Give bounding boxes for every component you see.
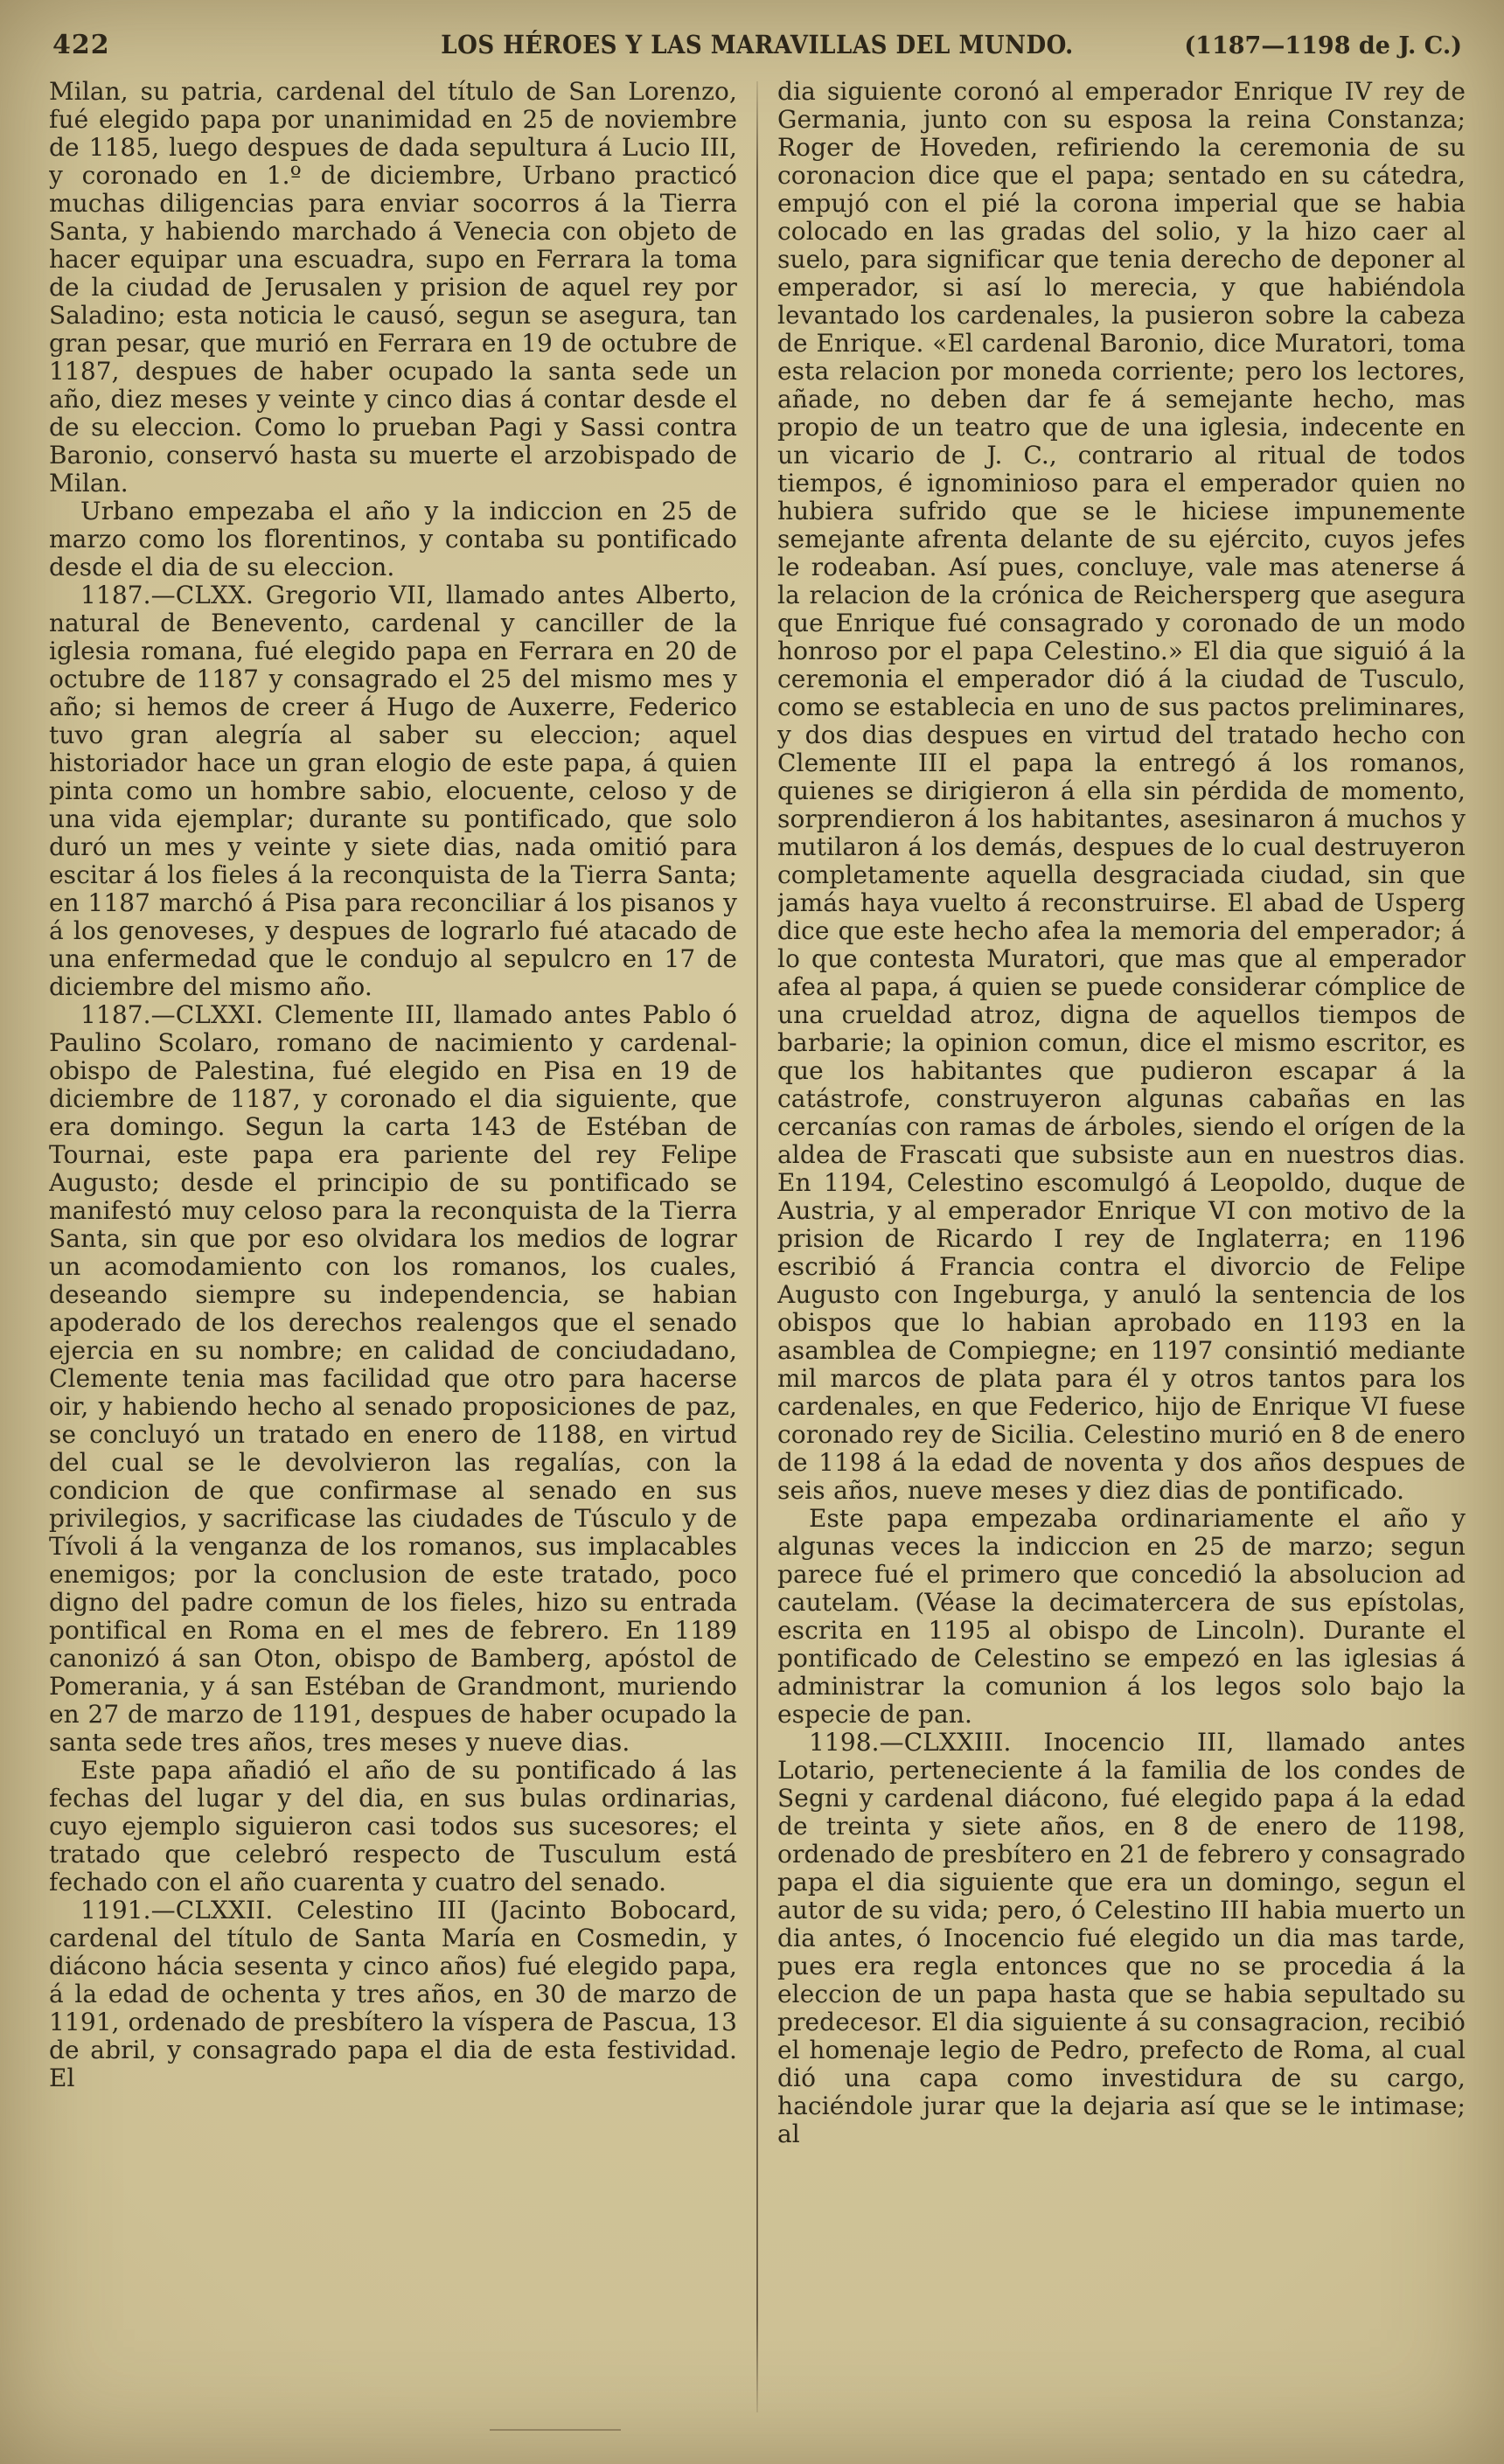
left-column (49, 78, 737, 2430)
paragraph-entry-gregorio: 1187.—CLXX. Gregorio VII, llamado antes Alberto, natural de Benevento, cardenal y canciller de la iglesia romana, fué elegido papa en Ferrara en 20 de octubre de 1187 y consagrado el 25 del mismo mes y año; si hemos de creer á Hugo de Auxerre, Federico tuvo gran alegría al saber su eleccion; aquel historiador hace un gran elogio de este papa, á quien pinta como un hombre sabio, elocuente, celoso y de una vida ejemplar; durante su pontificado, que solo duró un mes y veinte y siete dias, nada omitió para escitar á los fieles á la reconquista de la Tierra Santa; en 1187 marchó á Pisa para reconciliar á los pisanos y á los genoveses, y despues de lograrlo fué atacado de una enfermedad que le condujo al sepulcro en 17 de diciembre del mismo año. (49, 581, 737, 1001)
paragraph: Este papa añadió el año de su pontificado á las fechas del lugar y del dia, en sus bulas ordinarias, cuyo ejemplo siguieron casi todos sus sucesores; el tratado que celebró respecto de Tusculum está fechado con el año cuarenta y cuatro del senado. (49, 1756, 737, 1897)
page-number: 422 (52, 30, 110, 60)
paragraph: Este papa empezaba ordinariamente el año y algunas veces la indiccion en 25 de marzo; segun parece fué el primero que concedió la absolucion ad cautelam. (Véase la decimatercera de sus epístolas, escrita en 1195 al obispo de Lincoln). Durante el pontificado de Celestino se empezó en las iglesias á administrar la comunion á los legos solo bajo la especie de pan. (777, 1504, 1466, 1729)
paragraph: Urbano empezaba el año y la indiccion en 25 de marzo como los florentinos, y contaba su pontificado desde el dia de su eleccion. (49, 497, 737, 581)
right-column (777, 78, 1466, 2430)
press-mark (490, 2429, 621, 2431)
column-divider (756, 81, 758, 2412)
paragraph-entry-clemente: 1187.—CLXXI. Clemente III, llamado antes Pablo ó Paulino Scolaro, romano de nacimiento y cardenal-obispo de Palestina, fué elegido en Pisa en 19 de diciembre de 1187, y coronado el dia siguiente, que era domingo. Segun la carta 143 de Estéban de Tournai, este papa era pariente del rey Felipe Augusto; desde el principio de su pontificado se manifestó muy celoso para la reconquista de la Tierra Santa, sin que por eso olvidara los medios de lograr un acomodamiento con los romanos, los cuales, deseando siempre su independencia, se habian apoderado de los derechos realengos que el senado ejercia en su nombre; en calidad de conciudadano, Clemente tenia mas facilidad que otro para hacerse oir, y habiendo hecho al senado proposiciones de paz, se concluyó un tratado en enero de 1188, en virtud del cual se le devolvieron las regalías, con la condicion de que confirmase al senado en sus privilegios, y sacrificase las ciudades de Túsculo y de Tívoli á la venganza de los romanos, sus implacables enemigos; por la conclusion de este tratado, poco digno del padre comun de los fieles, hizo su entrada pontifical en Roma en el mes de febrero. En 1189 canonizó á san Oton, obispo de Bamberg, apóstol de Pomerania, y á san Estéban de Grandmont, muriendo en 27 de marzo de 1191, despues de haber ocupado la santa sede tres años, tres meses y nueve dias. (49, 1000, 737, 1757)
date-range: (1187—1198 de J. C.) (1184, 32, 1462, 59)
paragraph: Milan, su patria, cardenal del título de San Lorenzo, fué elegido papa por unanimidad en 25 de noviembre de 1185, luego despues de dada sepultura á Lucio III, y coronado en 1.º de diciembre, Urbano practicó muchas diligencias para enviar socorros á la Tierra Santa, y habiendo marchado á Venecia con objeto de hacer equipar una escuadra, supo en Ferrara la toma de la ciudad de Jerusalen y prision de aquel rey por Saladino; esta noticia le causó, segun se asegura, tan gran pesar, que murió en Ferrara en 19 de octubre de 1187, despues de haber ocupado la santa sede un año, diez meses y veinte y cinco dias á contar desde el de su eleccion. Como lo prueban Pagi y Sassi contra Baronio, conservó hasta su muerte el arzobispado de Milan. (49, 78, 737, 498)
paragraph-entry-celestino: 1191.—CLXXII. Celestino III (Jacinto Bobocard, cardenal del título de Santa María en Cosmedin, y diácono hácia sesenta y cinco años) fué elegido papa, á la edad de ochenta y tres años, en 30 de marzo de 1191, ordenado de presbítero la víspera de Pascua, 13 de abril, y consagrado papa el dia de esta festividad. El (49, 1896, 737, 2092)
paragraph-entry-inocencio: 1198.—CLXXIII. Inocencio III, llamado antes Lotario, perteneciente á la familia de los condes de Segni y cardenal diácono, fué elegido papa á la edad de treinta y siete años, en 8 de enero de 1198, ordenado de presbítero en 21 de febrero y consagrado papa el dia siguiente que era un domingo, segun el autor de su vida; pero, ó Celestino III habia muerto un dia antes, ó Inocencio fué elegido un dia mas tarde, pues era regla entonces que no se procedia á la eleccion de un papa hasta que se habia sepultado su predecesor. El dia siguiente á su consagracion, recibió el homenaje legio de Pedro, prefecto de Roma, al cual dió una capa como investidura de su cargo, haciéndole jurar que la dejaria así que se le intimase; al (777, 1728, 1466, 2148)
running-head (49, 30, 1466, 60)
running-title: LOS HÉROES Y LAS MARAVILLAS DEL MUNDO. (441, 30, 1074, 59)
text-columns (49, 78, 1466, 2430)
paragraph: dia siguiente coronó al emperador Enrique IV rey de Germania, junto con su esposa la reina Constanza; Roger de Hoveden, refiriendo la ceremonia de su coronacion dice que el papa; sentado en su cátedra, empujó con el pié la corona imperial que se habia colocado en las gradas del solio, y la hizo caer al suelo, para significar que tenia derecho de deponer al emperador, si así lo merecia, y que habiéndola levantado los cardenales, la pusieron sobre la cabeza de Enrique. «El cardenal Baronio, dice Muratori, toma esta relacion por moneda corriente; pero los lectores, añade, no deben dar fe á semejante hecho, mas propio de un teatro que de una iglesia, indecente en un vicario de J. C., contrario al ritual de todos tiempos, é ignominioso para el emperador quien no hubiera sufrido que se le hiciese impunemente semejante afrenta delante de su ejército, cuyos jefes le rodeaban. Así pues, concluye, vale mas atenerse á la relacion de la crónica de Reichersperg que asegura que Enrique fué consagrado y coronado de un modo honroso por el papa Celestino.» El dia que siguió á la ceremonia el emperador dió á la ciudad de Tusculo, como se establecia en uno de sus pactos preliminares, y dos dias despues en virtud del tratado hecho con Clemente III el papa la entregó á los romanos, quienes se dirigieron á ella sin pérdida de momento, sorprendieron á los habitantes, asesinaron á muchos y mutilaron á los demás, despues de lo cual destruyeron completamente aquella desgraciada ciudad, sin que jamás haya vuelto á reconstruirse. El abad de Usperg dice que este hecho afea la memoria del emperador; á lo que contesta Muratori, que mas que al emperador afea al papa, á quien se puede considerar cómplice de una crueldad atroz, digna de aquellos tiempos de barbarie; la opinion comun, dice el mismo escritor, es que los habitantes que pudieron escapar á la catástrofe, construyeron algunas cabañas en las cercanías con ramas de árboles, siendo el orígen de la aldea de Frascati que subsiste aun en nuestros dias. En 1194, Celestino escomulgó á Leopoldo, duque de Austria, y al emperador Enrique VI con motivo de la prision de Ricardo I rey de Inglaterra; en 1196 escribió á Francia contra el divorcio de Felipe Augusto con Ingeburga, y anuló la sentencia de los obispos que lo habian aprobado en 1193 en la asamblea de Compiegne; en 1197 consintió mediante mil marcos de plata para él y otros tantos para los cardenales, en que Federico, hijo de Enrique VI fuese coronado rey de Sicilia. Celestino murió en 8 de enero de 1198 á la edad de noventa y dos años despues de seis años, nueve meses y diez dias de pontificado. (777, 78, 1466, 1505)
